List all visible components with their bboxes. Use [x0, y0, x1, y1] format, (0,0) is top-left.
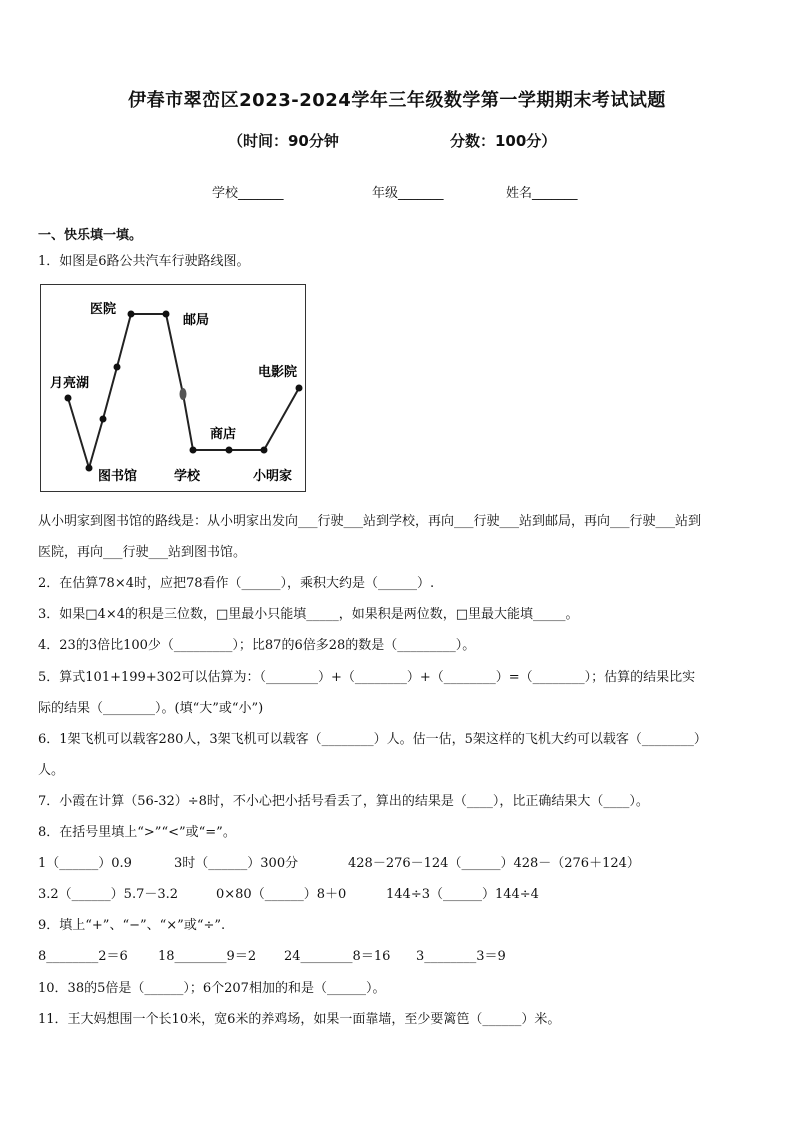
label-hospital: 医院 [90, 302, 117, 317]
stop-mid-1 [100, 416, 107, 423]
question-6-line-1: 6．1架飞机可以载客280人，3架飞机可以载客（________）人。估一估，5架这样的飞机大约可以载客（________） [38, 732, 707, 747]
page-title: 伊春市翠峦区2023-2024学年三年级数学第一学期期末考试试题 [128, 90, 666, 111]
exam-score: 分数：100分） [450, 132, 557, 150]
grade-field[interactable]: 年级_______ [372, 186, 444, 201]
label-post: 邮局 [183, 313, 210, 328]
q1-route-line-2: 医院，再向___行驶___站到图书馆。 [38, 545, 247, 560]
q9-item: 18________9＝2 [158, 949, 257, 964]
stop-xiaoming [261, 447, 268, 454]
q8-item: 144÷3（______）144÷4 [386, 887, 539, 902]
question-3: 3．如果□4×4的积是三位数，□里最小只能填_____，如果积是两位数，□里最大能填_____。 [38, 607, 579, 622]
label-school: 学校 [174, 469, 201, 484]
stop-mid-3 [180, 388, 187, 400]
question-1: 1．如图是6路公共汽车行驶路线图。 [38, 254, 250, 269]
label-lake: 月亮湖 [50, 376, 90, 391]
label-library: 图书馆 [98, 469, 138, 484]
stop-lake [65, 395, 72, 402]
stop-library [86, 465, 93, 472]
question-7: 7．小霞在计算（56-32）÷8时，不小心把小括号看丢了，算出的结果是（____），比正确结果大（____）。 [38, 794, 649, 809]
q8-item: 428－276－124（______）428－（276＋124） [348, 856, 640, 871]
label-cinema: 电影院 [258, 365, 298, 380]
q9-item: 8________2＝6 [38, 949, 128, 964]
q9-item: 24________8＝16 [284, 949, 391, 964]
q8-item: 3时（______）300分 [174, 856, 299, 871]
question-5-line-1: 5．算式101+199+302可以估算为：（________）+（________）+（________）=（________）；估算的结果比实 [38, 670, 696, 685]
question-10: 10．38的5倍是（______）；6个207相加的和是（______）。 [38, 981, 386, 996]
stop-cinema [296, 385, 303, 392]
question-5-line-2: 际的结果（________）。(填“大”或“小”) [38, 701, 264, 716]
q9-item: 3________3＝9 [416, 949, 506, 964]
stop-shop [226, 447, 233, 454]
q8-item: 3.2（______）5.7－3.2 [38, 887, 179, 902]
question-2: 2．在估算78×4时，应把78看作（______），乘积大约是（______）. [38, 576, 435, 591]
question-11: 11．王大妈想围一个长10米，宽6米的养鸡场，如果一面靠墙，至少要篱笆（______）米。 [38, 1012, 561, 1027]
label-shop: 商店 [210, 427, 237, 442]
bus-route-diagram [40, 284, 306, 492]
q8-item: 1（______）0.9 [38, 856, 132, 871]
name-field[interactable]: 姓名_______ [506, 186, 578, 201]
section-heading: 一、快乐填一填。 [38, 228, 143, 243]
school-field[interactable]: 学校_______ [212, 186, 284, 201]
question-4: 4．23的3倍比100少（_________）；比87的6倍多28的数是（_________）。 [38, 638, 476, 653]
q8-item: 0×80（______）8＋0 [216, 887, 347, 902]
stop-school [190, 447, 197, 454]
question-8: 8．在括号里填上“>”“<”或“=”。 [38, 825, 236, 840]
question-6-line-2: 人。 [38, 763, 65, 778]
exam-time: （时间：90分钟 [228, 132, 339, 150]
label-xiaoming: 小明家 [253, 469, 293, 484]
stop-hospital [128, 311, 135, 318]
q1-route-line-1: 从小明家到图书馆的路线是：从小明家出发向___行驶___站到学校，再向___行驶___站到邮局，再向___行驶___站到 [38, 514, 702, 529]
stop-mid-2 [114, 364, 121, 371]
question-9: 9．填上“+”、“−”、“×”或“÷”. [38, 918, 226, 933]
route-map-svg [40, 284, 306, 492]
stop-post [163, 311, 170, 318]
